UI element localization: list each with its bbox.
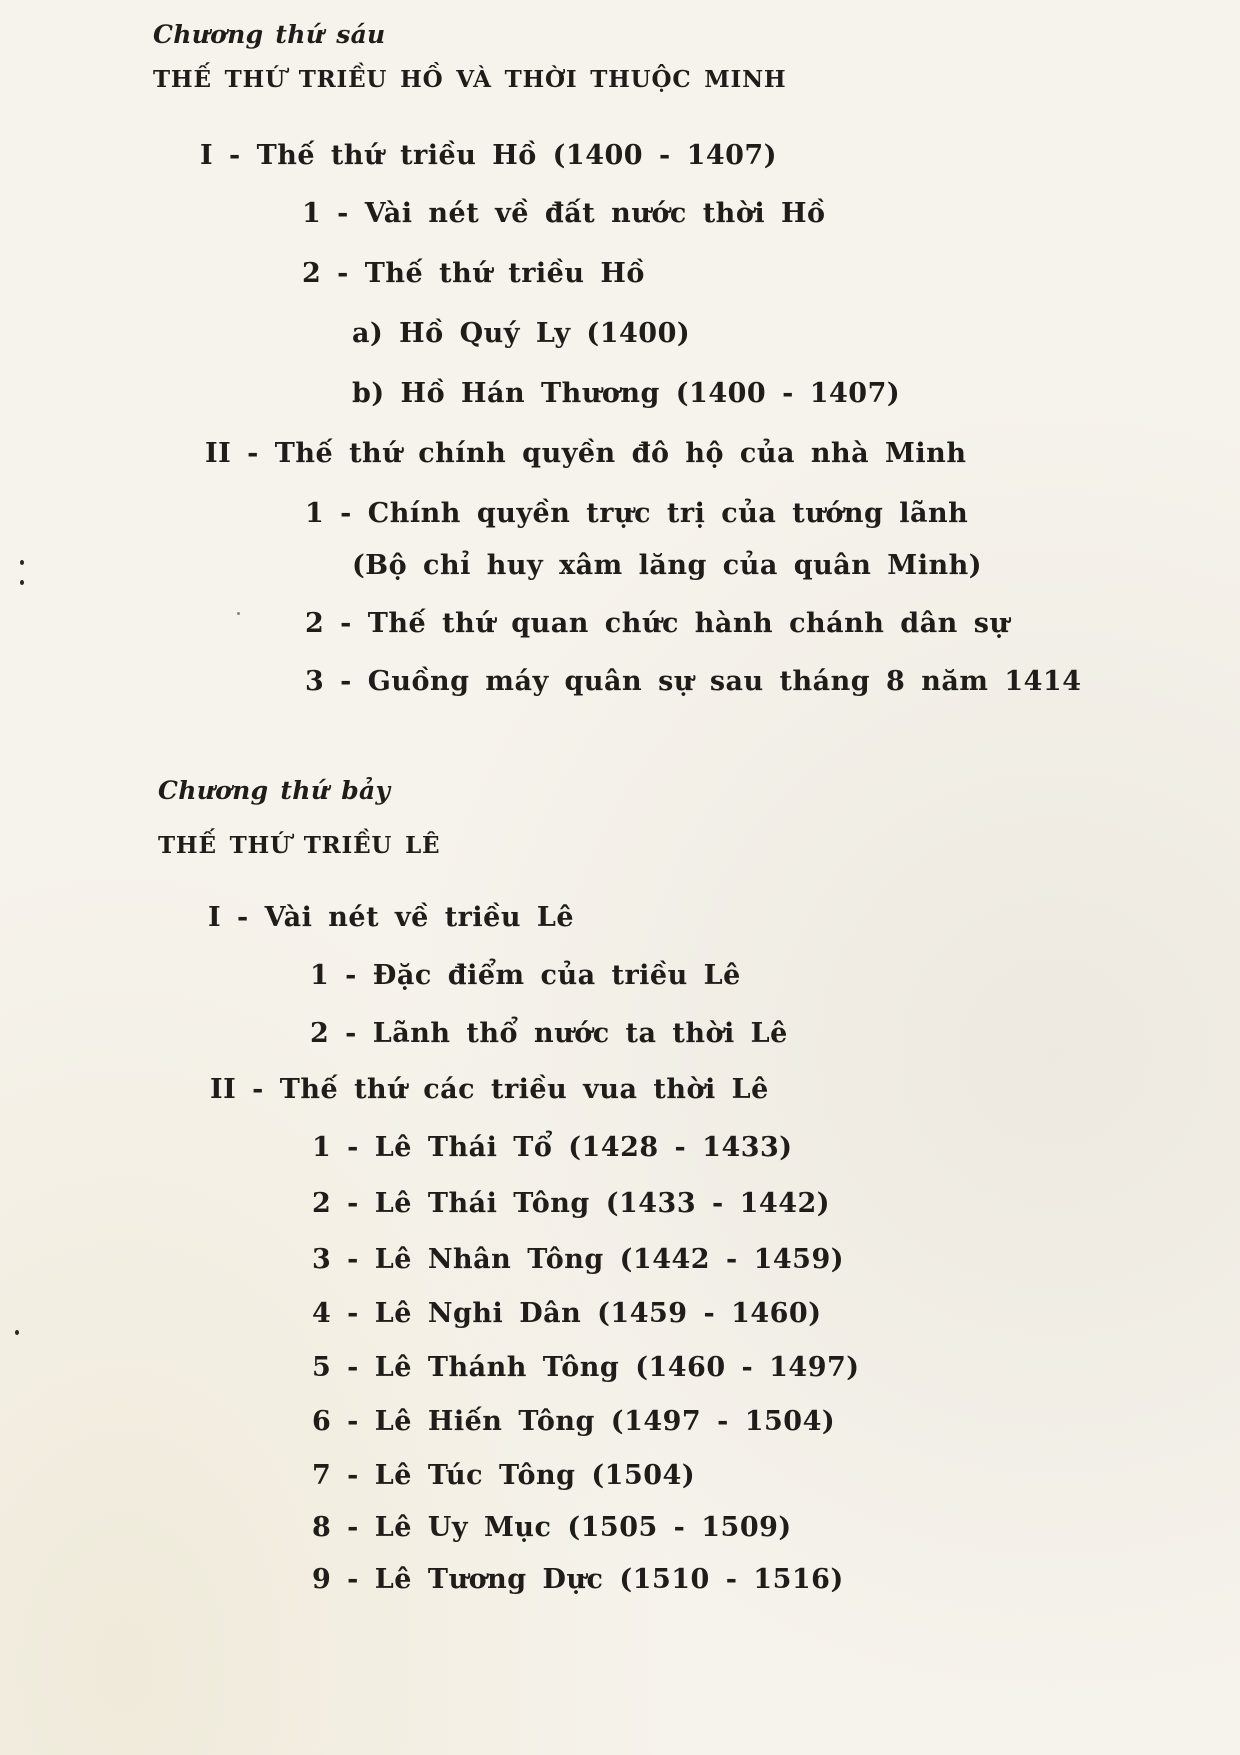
chapter-7-title: THẾ THỨ TRIỀU LÊ [158,832,441,859]
chapter-7-king-7: 7 - Lê Túc Tông (1504) [312,1460,696,1491]
scan-speck [20,580,24,585]
chapter-6-item-1-2-a: a) Hồ Quý Ly (1400) [352,318,691,349]
chapter-6-item-2-3: 3 - Guồng máy quân sự sau tháng 8 năm 1414 [305,666,1082,697]
chapter-7-section-1: I - Vài nét về triều Lê [208,902,575,933]
scan-speck [20,560,24,565]
chapter-6-section-1: I - Thế thứ triều Hồ (1400 - 1407) [200,140,777,171]
chapter-7-label: Chương thứ bảy [158,776,391,805]
chapter-6-item-2-2: 2 - Thế thứ quan chức hành chánh dân sự [305,608,1010,639]
chapter-7-king-8: 8 - Lê Uy Mục (1505 - 1509) [312,1512,792,1543]
chapter-7-item-1-1: 1 - Đặc điểm của triều Lê [310,960,741,991]
chapter-7-king-9: 9 - Lê Tương Dực (1510 - 1516) [312,1564,844,1595]
chapter-6-item-2-1-note: (Bộ chỉ huy xâm lăng của quân Minh) [352,550,982,581]
chapter-6-section-2: II - Thế thứ chính quyền đô hộ của nhà Minh [205,438,967,469]
chapter-7-king-5: 5 - Lê Thánh Tông (1460 - 1497) [312,1352,860,1383]
chapter-7-section-2: II - Thế thứ các triều vua thời Lê [210,1074,769,1105]
chapter-6-item-1-2: 2 - Thế thứ triều Hồ [302,258,645,289]
chapter-6-title: THẾ THỨ TRIỀU HỒ VÀ THỜI THUỘC MINH [153,66,787,93]
chapter-6-item-1-2-b: b) Hồ Hán Thương (1400 - 1407) [352,378,901,409]
chapter-6-item-1-1: 1 - Vài nét về đất nước thời Hồ [302,198,826,229]
chapter-7-king-4: 4 - Lê Nghi Dân (1459 - 1460) [312,1298,822,1329]
scan-speck [15,1330,19,1335]
chapter-7-king-1: 1 - Lê Thái Tổ (1428 - 1433) [312,1132,793,1163]
chapter-7-king-6: 6 - Lê Hiến Tông (1497 - 1504) [312,1406,836,1437]
chapter-7-king-3: 3 - Lê Nhân Tông (1442 - 1459) [312,1244,845,1275]
scan-speck [237,612,240,615]
chapter-6-item-2-1: 1 - Chính quyền trực trị của tướng lãnh [305,498,969,529]
chapter-6-label: Chương thứ sáu [153,20,386,49]
chapter-7-item-1-2: 2 - Lãnh thổ nước ta thời Lê [310,1018,788,1049]
chapter-7-king-2: 2 - Lê Thái Tông (1433 - 1442) [312,1188,831,1219]
